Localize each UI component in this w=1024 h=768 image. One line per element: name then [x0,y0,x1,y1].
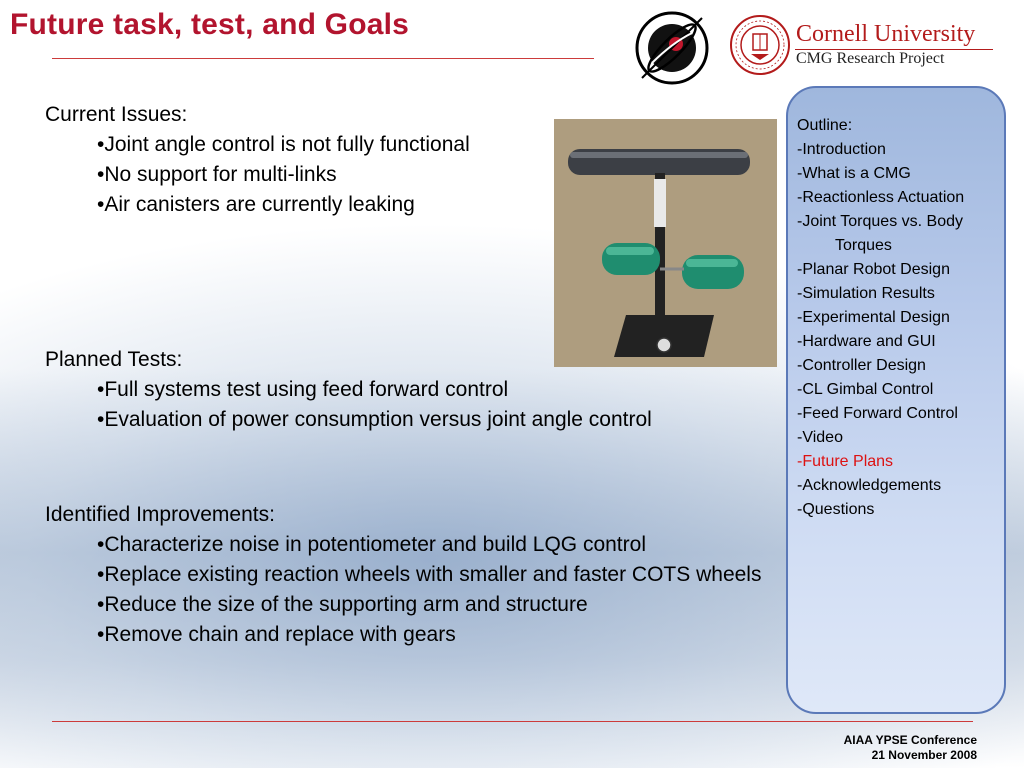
outline-item-reactionless-actuation: -Reactionless Actuation [797,189,965,206]
current-issues-heading: Current Issues: [45,103,188,126]
test-item: •Full systems test using feed forward control [97,378,509,401]
hardware-photo [554,119,777,367]
outline-item-planar-robot-design: -Planar Robot Design [797,261,950,278]
improvement-item: •Remove chain and replace with gears [97,623,456,646]
outline-item-video: -Video [797,429,843,446]
test-item: •Evaluation of power consumption versus joint angle control [97,408,652,431]
footer [844,733,977,763]
outline-item-joint-torques: -Joint Torques vs. Body [797,213,964,230]
planned-tests-heading: Planned Tests: [45,348,183,371]
improvement-item: •Reduce the size of the supporting arm and structure [97,593,588,616]
project-name: CMG Research Project [796,50,945,67]
improvement-item: •Characterize noise in potentiometer and build LQG control [97,533,646,556]
improvements-heading: Identified Improvements: [45,503,275,526]
outline-item-future-plans: -Future Plans [797,453,894,470]
slide-title: Future task, test, and Goals [10,8,410,41]
planned-tests-section [45,345,735,435]
current-issues-section [45,100,565,220]
outline-item-introduction: -Introduction [797,141,886,158]
cornell-seal-icon [729,14,791,76]
title-divider [52,58,594,59]
university-name: Cornell University [796,21,976,47]
outline-item-controller-design: -Controller Design [797,357,926,374]
footer-date: 21 November 2008 [871,748,977,762]
outline-item-feed-forward-control: -Feed Forward Control [797,405,958,422]
footer-divider [52,721,973,722]
outline-item-questions: -Questions [797,501,875,518]
outline-panel [786,86,1006,714]
mission-logo-icon [632,8,712,88]
issue-item: •No support for multi-links [97,163,337,186]
issue-item: •Joint angle control is not fully functional [97,133,470,156]
outline-item-joint-torques-cont: Torques [835,237,892,254]
outline-item-simulation-results: -Simulation Results [797,285,935,302]
improvements-section [45,500,775,650]
issue-item: •Air canisters are currently leaking [97,193,415,216]
outline-item-cl-gimbal-control: -CL Gimbal Control [797,381,934,398]
outline-item-hardware-gui: -Hardware and GUI [797,333,936,350]
improvement-item: •Replace existing reaction wheels with smaller and faster COTS wheels [97,563,762,586]
outline-heading: Outline: [797,117,853,134]
outline-item-what-is-cmg: -What is a CMG [797,165,911,182]
footer-conference: AIAA YPSE Conference [843,733,977,747]
outline-item-acknowledgements: -Acknowledgements [797,477,942,494]
outline-item-experimental-design: -Experimental Design [797,309,950,326]
